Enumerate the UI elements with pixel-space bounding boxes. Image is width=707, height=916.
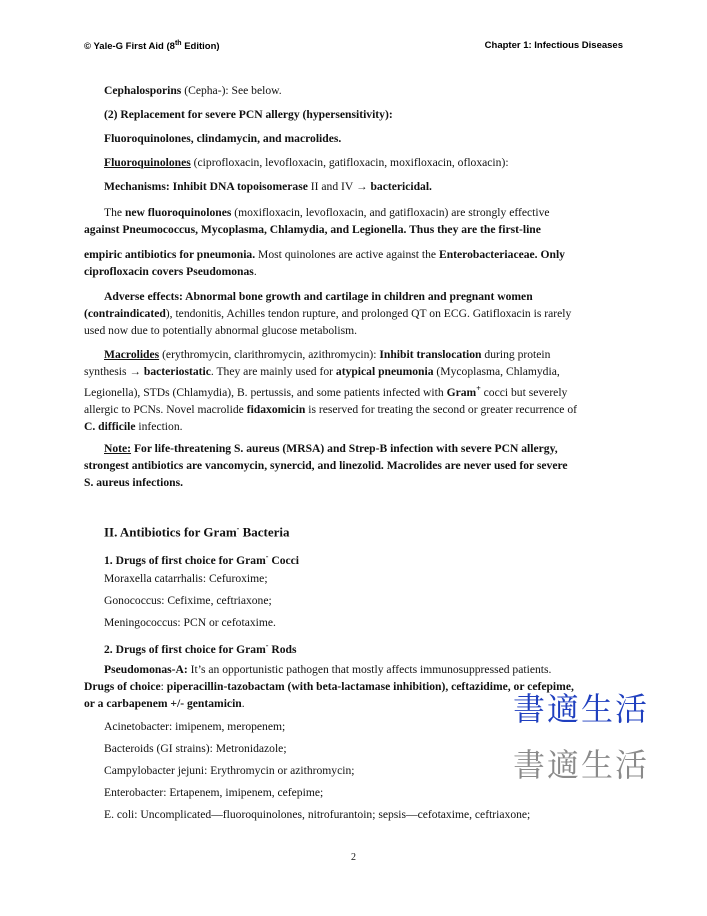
list-item-campylobacter: Campylobacter jejuni: Erythromycin or azithromycin; — [104, 764, 355, 777]
header-left: © Yale-G First Aid (8th Edition) — [84, 40, 220, 53]
subheading-gram-negative-rods: 2. Drugs of first choice for Gram- Rods — [104, 641, 297, 656]
list-item-enterobacter: Enterobacter: Ertapenem, imipenem, cefepime; — [104, 786, 324, 799]
para-new-fq: The new fluoroquinolones (moxifloxacin, levofloxacin, and gatifloxacin) are strongly effective against Pneumococcus, Mycoplasma, Chlamydia, and Legionella. Thus they are the first-line — [84, 206, 550, 236]
list-item-gonococcus: Gonococcus: Cefixime, ceftriaxone; — [104, 594, 272, 607]
list-item-bacteroids: Bacteroids (GI strains): Metronidazole; — [104, 742, 287, 755]
para-empiric: empiric antibiotics for pneumonia. Most quinolones are active against the Enterobacteriaceae. Only ciprofloxacin covers Pseudomonas. — [84, 248, 565, 278]
para-macrolides: Macrolides (erythromycin, clarithromycin, azithromycin): Inhibit translocation during protein synthesis → bacteriostatic. They are mainly used for atypical pneumonia (Mycoplasma, Chlamydia, Legionella), STDs (Chlamydia), B. pertussis, and some patients infected with Gram+ cocci but severely allergic to PCNs. Novel macrolide fidaxomicin is reserved for treating the second or greater recurrence of C. difficile infection. — [84, 348, 578, 433]
subheading-gram-negative-cocci: 1. Drugs of first choice for Gram- Cocci — [104, 552, 300, 567]
para-mechanisms: Mechanisms: Inhibit DNA topoisomerase II and IV → bactericidal. — [104, 180, 432, 193]
watermark-blue: 書適生活 — [512, 690, 649, 728]
para-adverse-effects: Adverse effects: Abnormal bone growth and cartilage in children and pregnant women (contraindicated), tendonitis, Achilles tendon rupture, and prolonged QT on ECG. Gatifloxacin is rarely used now due to potentially abnormal glucose metabolism. — [84, 290, 572, 337]
para-pseudomonas: Pseudomonas-A: It’s an opportunistic pathogen that mostly affects immunosuppressed patients. Drugs of choice: piperacillin-tazobactam (with beta-lactamase inhibition), ceftazidime, or cefepime, or a carbapenem +/- gentamicin. — [84, 663, 574, 710]
list-item-acinetobacter: Acinetobacter: imipenem, meropenem; — [104, 720, 286, 733]
replacement-list: Fluoroquinolones, clindamycin, and macrolides. — [104, 132, 342, 145]
watermark-gray: 書適生活 — [512, 746, 649, 784]
list-item-ecoli: E. coli: Uncomplicated—fluoroquinolones, nitrofurantoin; sepsis—cefotaxime, ceftriaxone; — [104, 808, 531, 821]
header-right: Chapter 1: Infectious Diseases — [484, 40, 623, 51]
page-number: 2 — [351, 852, 356, 863]
list-item-meningococcus: Meningococcus: PCN or cefotaxime. — [104, 616, 276, 629]
para-note: Note: For life-threatening S. aureus (MRSA) and Strep-B infection with severe PCN allergy, strongest antibiotics are vancomycin, synercid, and linezolid. Macrolides are never used for severe S. aureus infections. — [84, 442, 568, 489]
para-cephalosporins: Cephalosporins (Cepha-): See below. — [104, 84, 282, 97]
para-fluoroquinolones: Fluoroquinolones (ciprofloxacin, levofloxacin, gatifloxacin, moxifloxacin, ofloxacin): — [104, 156, 509, 169]
section-heading-gram-negative: II. Antibiotics for Gram- Bacteria — [104, 524, 290, 540]
list-item-moraxella: Moraxella catarrhalis: Cefuroxime; — [104, 572, 268, 585]
replacement-heading: (2) Replacement for severe PCN allergy (hypersensitivity): — [104, 108, 393, 121]
